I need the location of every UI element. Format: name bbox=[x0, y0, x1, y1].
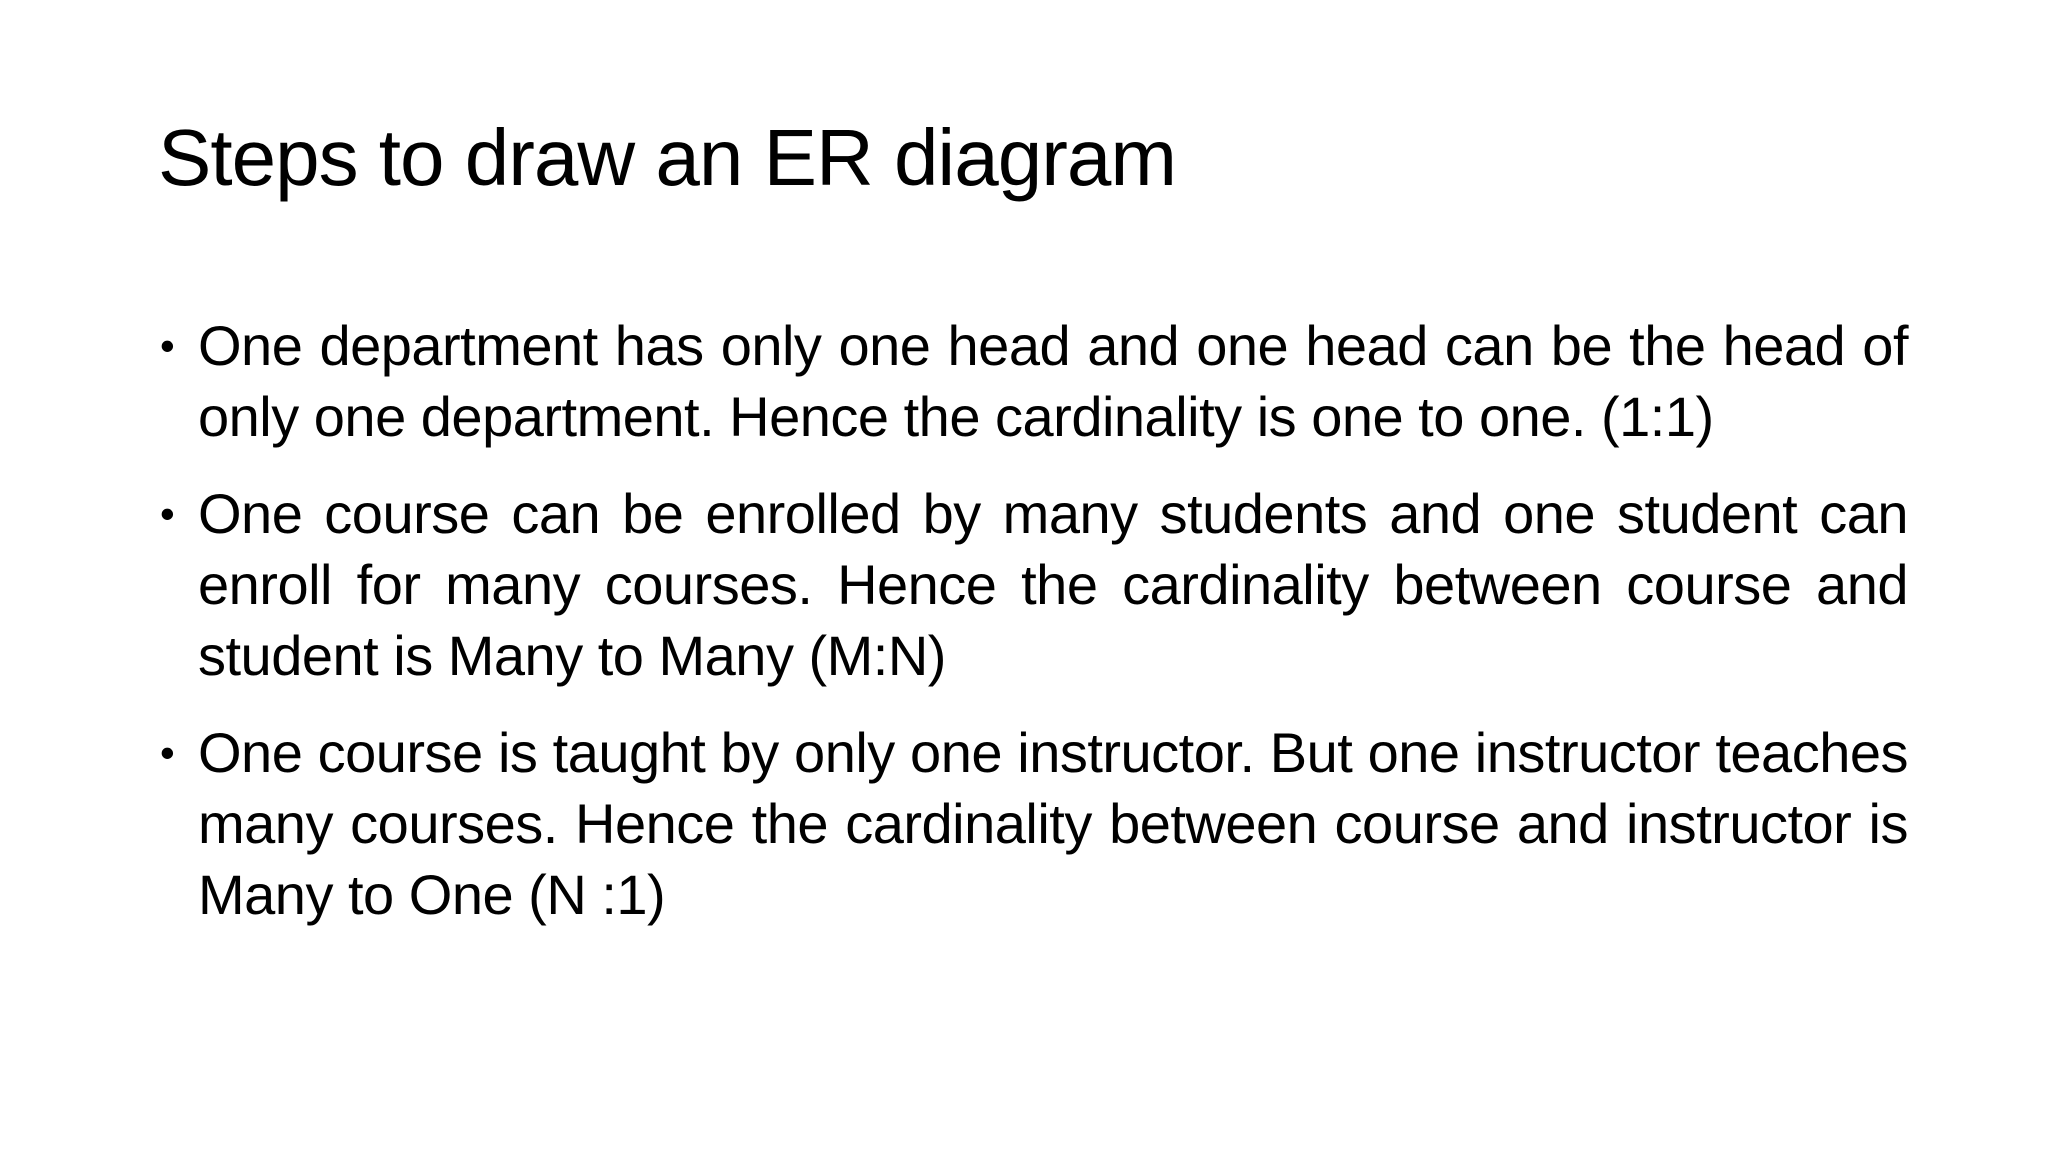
slide-title: Steps to draw an ER diagram bbox=[158, 113, 1176, 202]
bullet-item-many-to-one bbox=[158, 717, 1908, 930]
bullet-list bbox=[158, 310, 1908, 956]
bullet-dot-icon: • bbox=[160, 490, 175, 537]
bullet-item-one-to-one bbox=[158, 310, 1908, 452]
bullet-item-many-to-many bbox=[158, 478, 1908, 691]
bullet-dot-icon: • bbox=[160, 322, 175, 369]
bullet-text: One course is taught by only one instructor. But one instructor teaches many courses. Hence the cardinality between course and instructor is Many to One (N :1) bbox=[198, 721, 1908, 926]
bullet-text: One course can be enrolled by many students and one student can enroll for many courses. Hence the cardinality between course and student is Many to Many (M:N) bbox=[198, 482, 1908, 687]
bullet-text: One department has only one head and one head can be the head of only one department. Hence the cardinality is one to one. (1:1) bbox=[198, 314, 1908, 448]
bullet-dot-icon: • bbox=[160, 729, 175, 776]
